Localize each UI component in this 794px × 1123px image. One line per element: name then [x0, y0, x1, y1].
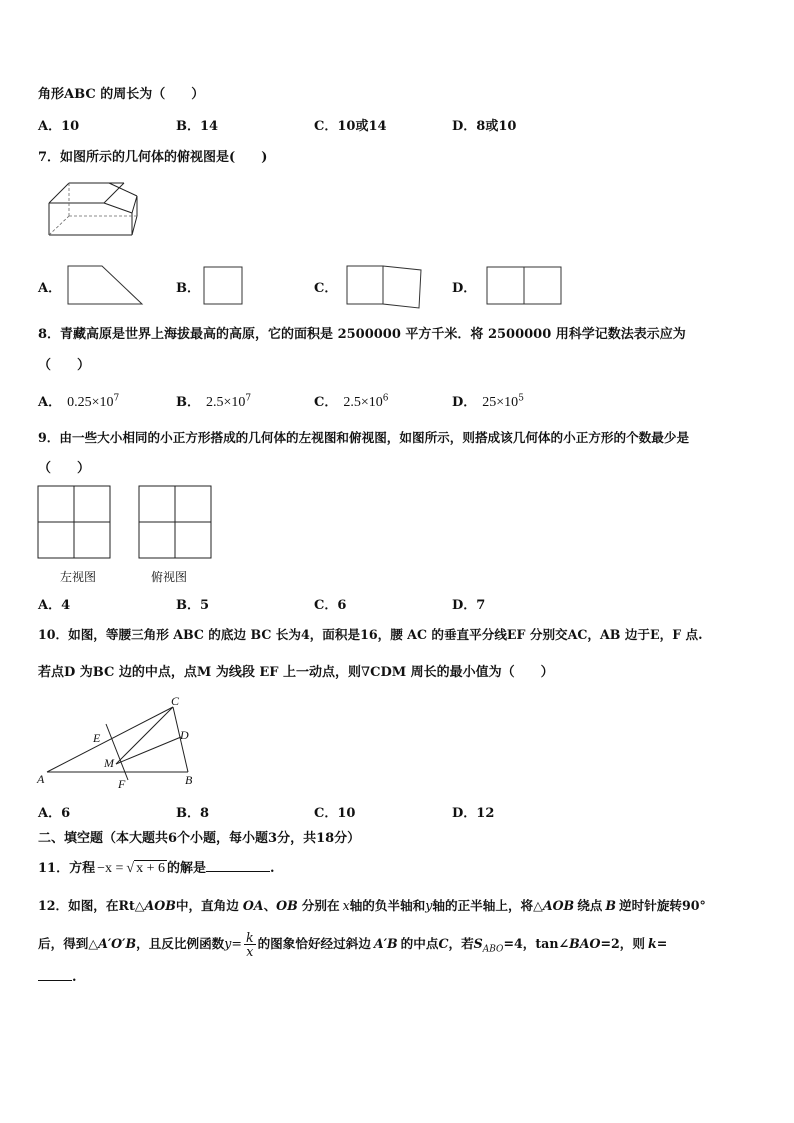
q12-line3: [38, 968, 77, 985]
q7-option-b-figure: [203, 266, 245, 306]
q12-line2-e: ，若: [448, 936, 474, 951]
q10-option-d: D．12: [452, 806, 495, 821]
q7-solid-figure: [44, 178, 144, 238]
q12-ab: A′B: [373, 936, 398, 951]
q12-k: k: [647, 936, 657, 951]
q8-option-d-label: D．: [452, 395, 477, 410]
q10-stem-line2: [38, 661, 554, 680]
q8-option-c-exp: 6: [382, 393, 389, 404]
q12-line1-c: 分别在: [301, 898, 340, 913]
q7-label-d: D．: [452, 281, 477, 296]
q9-stem-line2: （ ）: [38, 461, 91, 476]
q7-option-c-figure: [345, 264, 425, 310]
q12-line1: [38, 895, 706, 914]
q8-option-b: [176, 391, 251, 411]
q8-option-c-mantissa: 2.5×10: [343, 395, 383, 410]
q9-caption-left-view: 左视图: [60, 570, 97, 584]
q6-option-b: B．14: [176, 119, 219, 134]
q8-option-d-mantissa: 25×10: [482, 395, 519, 410]
q11-sqrt-sign: √: [126, 861, 135, 876]
q12-line2-h: =: [656, 936, 668, 951]
q10-point-d: D: [180, 728, 189, 742]
q12-b: B: [605, 898, 617, 913]
q8-option-d-exp: 5: [518, 393, 524, 404]
q10-stem-line1: 10．如图，等腰三角形 ABC 的底边 BC 长为4，面积是16，腰 AC 的垂直平分线EF 分别交AC，AB 边于E，F 点.: [38, 627, 703, 642]
q10-option-a: A．6: [38, 806, 71, 821]
q8-option-b-label: B．: [176, 395, 200, 410]
q10-stem-line2-tail: CDM 周长的最小值为（ ）: [370, 665, 554, 680]
q12-oa: OA: [242, 898, 264, 913]
q8-option-c-label: C．: [314, 395, 338, 410]
q12-sep: 、: [263, 898, 277, 913]
q12-line1-e: 轴的正半轴上，将: [432, 898, 534, 913]
q12-line2-c: 的图象恰好经过斜边: [257, 936, 371, 951]
q12-tri3: △: [88, 936, 99, 951]
q7-option-d-figure: [486, 266, 564, 308]
q8-option-b-exp: 7: [245, 393, 252, 404]
q12-line2-d: 的中点: [400, 936, 439, 951]
q6-stem-tail: 角形ABC 的周长为（ ）: [38, 87, 205, 102]
q11-lhs: −x =: [97, 861, 124, 876]
q11-suffix: 的解是: [166, 861, 206, 876]
q8-option-d: [452, 391, 524, 411]
q10-triangle-symbol: ∇: [361, 665, 371, 680]
q8-stem-line1: 8．青藏高原是世界上海拔最高的高原，它的面积是 2500000 平方千米．将 2500000 用科学记数法表示应为: [38, 327, 686, 342]
q10-option-b: B．8: [176, 806, 210, 821]
q12-fraction: [244, 931, 256, 958]
q12-fraction-den: x: [246, 944, 254, 959]
q12-eq: =: [231, 936, 242, 951]
q12-aob: AOB: [144, 898, 176, 913]
q7-option-a-figure: [66, 264, 146, 306]
q12-y: y: [425, 898, 433, 913]
q8-option-a-label: A．: [38, 395, 62, 410]
q12-line2-b: ，且反比例函数: [136, 936, 225, 951]
q8-option-b-mantissa: 2.5×10: [206, 395, 246, 410]
q8-option-c: [314, 391, 389, 411]
q9-option-b: B．5: [176, 598, 210, 613]
q6-option-c: C．10或14: [314, 119, 387, 134]
q6-option-a: A．10: [38, 119, 80, 134]
q12-line1-d: 轴的负半轴和: [349, 898, 426, 913]
q12-line2-g: =2，则: [600, 936, 645, 951]
q9-option-a: A．4: [38, 598, 71, 613]
q7-label-c: C．: [314, 281, 338, 296]
q12-tri1: △: [134, 898, 145, 913]
q10-point-e: E: [93, 731, 101, 745]
q10-point-m: M: [104, 756, 114, 770]
q12-bao: BAO: [569, 936, 601, 951]
q8-stem-line2: （ ）: [38, 358, 91, 373]
q8-option-a-mantissa: 0.25×10: [67, 395, 114, 410]
q12-fraction-num: k: [245, 930, 254, 945]
q9-top-view-figure: [138, 485, 214, 561]
q12-c: C: [438, 936, 449, 951]
q10-point-c: C: [171, 694, 180, 708]
q12-line1-f: 绕点: [577, 898, 603, 913]
q10-point-b: B: [185, 773, 193, 787]
q12-a-o-b: A′O′B: [98, 936, 137, 951]
q11-radicand: x + 6: [136, 861, 165, 876]
q7-label-a: A．: [38, 281, 62, 296]
q12-line1-b: 中，直角边: [175, 898, 239, 913]
q6-option-d: D．8或10: [452, 119, 517, 134]
q12-s-sub: ABO: [482, 944, 504, 955]
q9-caption-top-view: 俯视图: [151, 570, 188, 584]
q12-x: x: [342, 898, 350, 913]
q7-stem: 7．如图所示的几何体的俯视图是( ): [38, 150, 268, 165]
q11-prefix: 11．方程: [38, 861, 96, 876]
q7-label-b: B．: [176, 281, 200, 296]
q12-tri2: △: [533, 898, 543, 913]
q9-option-d: D．7: [452, 598, 486, 613]
section2-heading: 二、填空题（本大题共6个小题，每小题3分，共18分）: [38, 831, 361, 846]
q8-option-a: [38, 391, 119, 411]
q11-end: .: [270, 861, 275, 876]
q11-answer-blank: [206, 859, 270, 872]
q12-line1-g: 逆时针旋转90°: [619, 898, 706, 913]
q10-point-a: A: [37, 772, 45, 786]
q12-ob: OB: [276, 898, 298, 913]
q10-stem-line2-text: 若点D 为BC 边的中点，点M 为线段 EF 上一动点，则: [38, 665, 362, 680]
q12-line2-a: 后，得到: [38, 936, 89, 951]
q8-option-a-exp: 7: [113, 393, 120, 404]
q9-left-view-figure: [37, 485, 113, 561]
q12-yeq: y: [224, 936, 232, 951]
q12-end: .: [72, 970, 77, 985]
q12-s: S: [473, 936, 483, 951]
q9-stem-line1: 9．由一些大小相同的小正方形搭成的几何体的左视图和俯视图，如图所示，则搭成该几何体的小正方形的个数最少是: [38, 430, 690, 445]
q12-line2-f: =4，tan∠: [503, 936, 570, 951]
q10-option-c: C．10: [314, 806, 356, 821]
q10-triangle-figure: [36, 692, 206, 792]
q12-line2: [38, 931, 667, 958]
q12-answer-blank: [38, 968, 72, 981]
q12-line1-a: 12．如图，在Rt: [38, 898, 135, 913]
q12-aob2: AOB: [542, 898, 575, 913]
q11-line: [38, 857, 275, 877]
q9-option-c: C．6: [314, 598, 347, 613]
q10-point-f: F: [118, 777, 126, 791]
